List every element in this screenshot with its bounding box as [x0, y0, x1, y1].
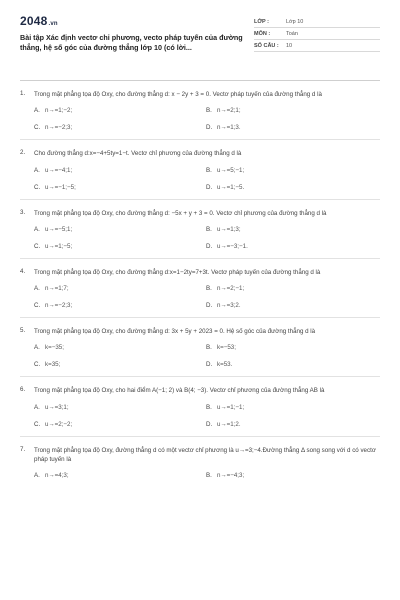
question-item: [20, 377, 380, 436]
option-d[interactable]: [206, 124, 356, 131]
meta-key: SỐ CÂU :: [254, 43, 279, 49]
option-label: A.: [34, 166, 40, 174]
option-text: u→=1;2.: [217, 420, 241, 428]
meta-key: MÔN :: [254, 31, 271, 37]
option-text: u→=−5;1;: [45, 225, 73, 233]
question-item: [20, 81, 380, 140]
option-b[interactable]: [206, 344, 356, 351]
option-label: A.: [34, 225, 40, 233]
option-label: C.: [34, 302, 41, 310]
question-number: 4.: [20, 267, 26, 275]
option-label: D.: [206, 302, 213, 310]
logo-suffix: .vn: [48, 21, 58, 27]
option-a[interactable]: [34, 107, 206, 114]
option-a[interactable]: [34, 344, 206, 351]
option-c[interactable]: [34, 124, 206, 131]
logo-main: 2048: [20, 14, 48, 28]
option-label: B.: [206, 344, 212, 352]
option-label: C.: [34, 124, 41, 132]
question-text: Trong mặt phẳng tọa độ Oxy, cho đường thẳng d:x=1−2ty=7+3t. Vectơ pháp tuyến của đường thẳng d là: [34, 268, 321, 276]
option-label: C.: [34, 420, 41, 428]
option-grid: [34, 404, 380, 428]
option-label: B.: [206, 107, 212, 115]
option-text: k=−53;: [217, 344, 236, 352]
option-grid: [34, 167, 380, 191]
option-grid: [34, 226, 380, 250]
option-label: C.: [34, 242, 41, 250]
option-text: u→=2;−2;: [45, 420, 73, 428]
option-d[interactable]: [206, 184, 356, 191]
option-a[interactable]: [34, 404, 206, 411]
option-grid: [34, 344, 380, 368]
option-label: A.: [34, 285, 40, 293]
document-title: Bài tập Xác định vectơ chỉ phương, vecto pháp tuyến của đường thẳng, hệ số góc của đường thẳng lớp 10 (có lời...: [20, 33, 243, 52]
meta-row-count: [254, 40, 380, 52]
question-text: Trong mặt phẳng tọa độ Oxy, cho đường thẳng d: x − 2y + 3 = 0. Vectơ pháp tuyến của đường thẳng d là: [34, 91, 322, 98]
question-number: 2.: [20, 149, 26, 157]
option-text: n→=1;3.: [217, 124, 241, 132]
option-label: D.: [206, 183, 213, 191]
question-item: [20, 437, 380, 488]
option-text: u→=−3;−1.: [217, 242, 248, 250]
document-meta: [254, 16, 380, 52]
option-text: k=−35;: [45, 344, 64, 352]
option-a[interactable]: [34, 285, 206, 292]
option-text: k=53.: [217, 361, 233, 369]
question-list: [20, 81, 380, 487]
option-label: B.: [206, 285, 212, 293]
option-label: A.: [34, 403, 40, 411]
site-logo[interactable]: [20, 14, 252, 28]
option-label: B.: [206, 166, 212, 174]
option-label: D.: [206, 361, 213, 369]
option-c[interactable]: [34, 302, 206, 309]
option-c[interactable]: [34, 184, 206, 191]
option-c[interactable]: [34, 361, 206, 368]
option-b[interactable]: [206, 107, 356, 114]
option-text: u→=1;−5.: [217, 183, 245, 191]
header-left: [20, 14, 252, 52]
meta-value: Lớp 10: [286, 19, 304, 25]
question-number: 5.: [20, 327, 26, 335]
question-item: [20, 318, 380, 377]
option-text: u→=−1;−5;: [45, 183, 76, 191]
option-text: u→=5;−1;: [217, 166, 245, 174]
option-text: n→=1;7;: [45, 285, 69, 293]
option-b[interactable]: [206, 472, 356, 479]
option-text: u→=−4;1;: [45, 166, 73, 174]
option-label: A.: [34, 107, 40, 115]
question-number: 3.: [20, 208, 26, 216]
question-text: Trong mặt phẳng tọa độ Oxy, cho hai điểm A(−1; 2) và B(4; −3). Vectơ chỉ phương của đường thẳng AB là: [34, 387, 325, 395]
option-text: n→=−2;3;: [45, 302, 73, 310]
document-header: [20, 14, 380, 70]
option-text: n→=4;3;: [45, 472, 69, 480]
option-grid: [34, 472, 380, 479]
option-b[interactable]: [206, 226, 356, 233]
option-a[interactable]: [34, 167, 206, 174]
question-item: [20, 259, 380, 318]
option-c[interactable]: [34, 421, 206, 428]
option-text: n→=2;1;: [217, 107, 241, 115]
option-text: u→=1;3;: [217, 225, 241, 233]
meta-row-subject: [254, 28, 380, 40]
option-text: n→=−4;3;: [217, 472, 245, 480]
option-d[interactable]: [206, 243, 356, 250]
option-label: B.: [206, 403, 212, 411]
option-text: u→=1;−1;: [217, 403, 245, 411]
option-b[interactable]: [206, 285, 356, 292]
question-text: Cho đường thẳng d:x=−4+5ty=1−t. Vectơ chỉ phương của đường thẳng d là: [34, 150, 242, 158]
meta-row-grade: [254, 16, 380, 28]
question-text: Trong mặt phẳng tọa độ Oxy, đường thẳng d có một vectơ chỉ phương là u→=3;−4.Đường thẳng Δ song song với d có vectơ pháp tuyến là: [34, 446, 376, 464]
question-item: [20, 200, 380, 259]
question-number: 6.: [20, 386, 26, 394]
meta-value: Toán: [286, 31, 298, 37]
question-number: 7.: [20, 445, 26, 453]
option-b[interactable]: [206, 404, 356, 411]
option-label: D.: [206, 124, 213, 132]
meta-key: LỚP :: [254, 19, 269, 25]
question-item: [20, 140, 380, 199]
question-number: 1.: [20, 90, 26, 97]
option-label: A.: [34, 344, 40, 352]
option-a[interactable]: [34, 226, 206, 233]
option-c[interactable]: [34, 243, 206, 250]
meta-value: 10: [286, 43, 293, 49]
question-text: Trong mặt phẳng tọa độ Oxy, cho đường thẳng d: −5x + y + 3 = 0. Vectơ chỉ phương của đường thẳng d là: [34, 209, 327, 217]
option-label: A.: [34, 472, 40, 480]
option-d[interactable]: [206, 421, 356, 428]
option-grid: [34, 285, 380, 309]
option-a[interactable]: [34, 472, 206, 479]
option-text: u→=3;1;: [45, 403, 69, 411]
option-label: B.: [206, 225, 212, 233]
option-text: u→=1;−5;: [45, 242, 73, 250]
option-text: n→=−2;3;: [45, 124, 73, 132]
option-d[interactable]: [206, 302, 356, 309]
option-d[interactable]: [206, 361, 356, 368]
option-label: C.: [34, 361, 41, 369]
option-text: n→=1;−2;: [45, 107, 73, 115]
option-text: n→=3;2.: [217, 302, 241, 310]
option-text: n→=2;−1;: [217, 285, 245, 293]
option-label: D.: [206, 242, 213, 250]
option-label: D.: [206, 420, 213, 428]
question-text: Trong mặt phẳng tọa độ Oxy, cho đường thẳng d: 3x + 5y + 2023 = 0. Hệ số góc của đường thẳng d là: [34, 328, 316, 336]
option-label: B.: [206, 472, 212, 480]
option-text: k=35;: [45, 361, 61, 369]
option-grid: [34, 107, 380, 131]
option-label: C.: [34, 183, 41, 191]
option-b[interactable]: [206, 167, 356, 174]
